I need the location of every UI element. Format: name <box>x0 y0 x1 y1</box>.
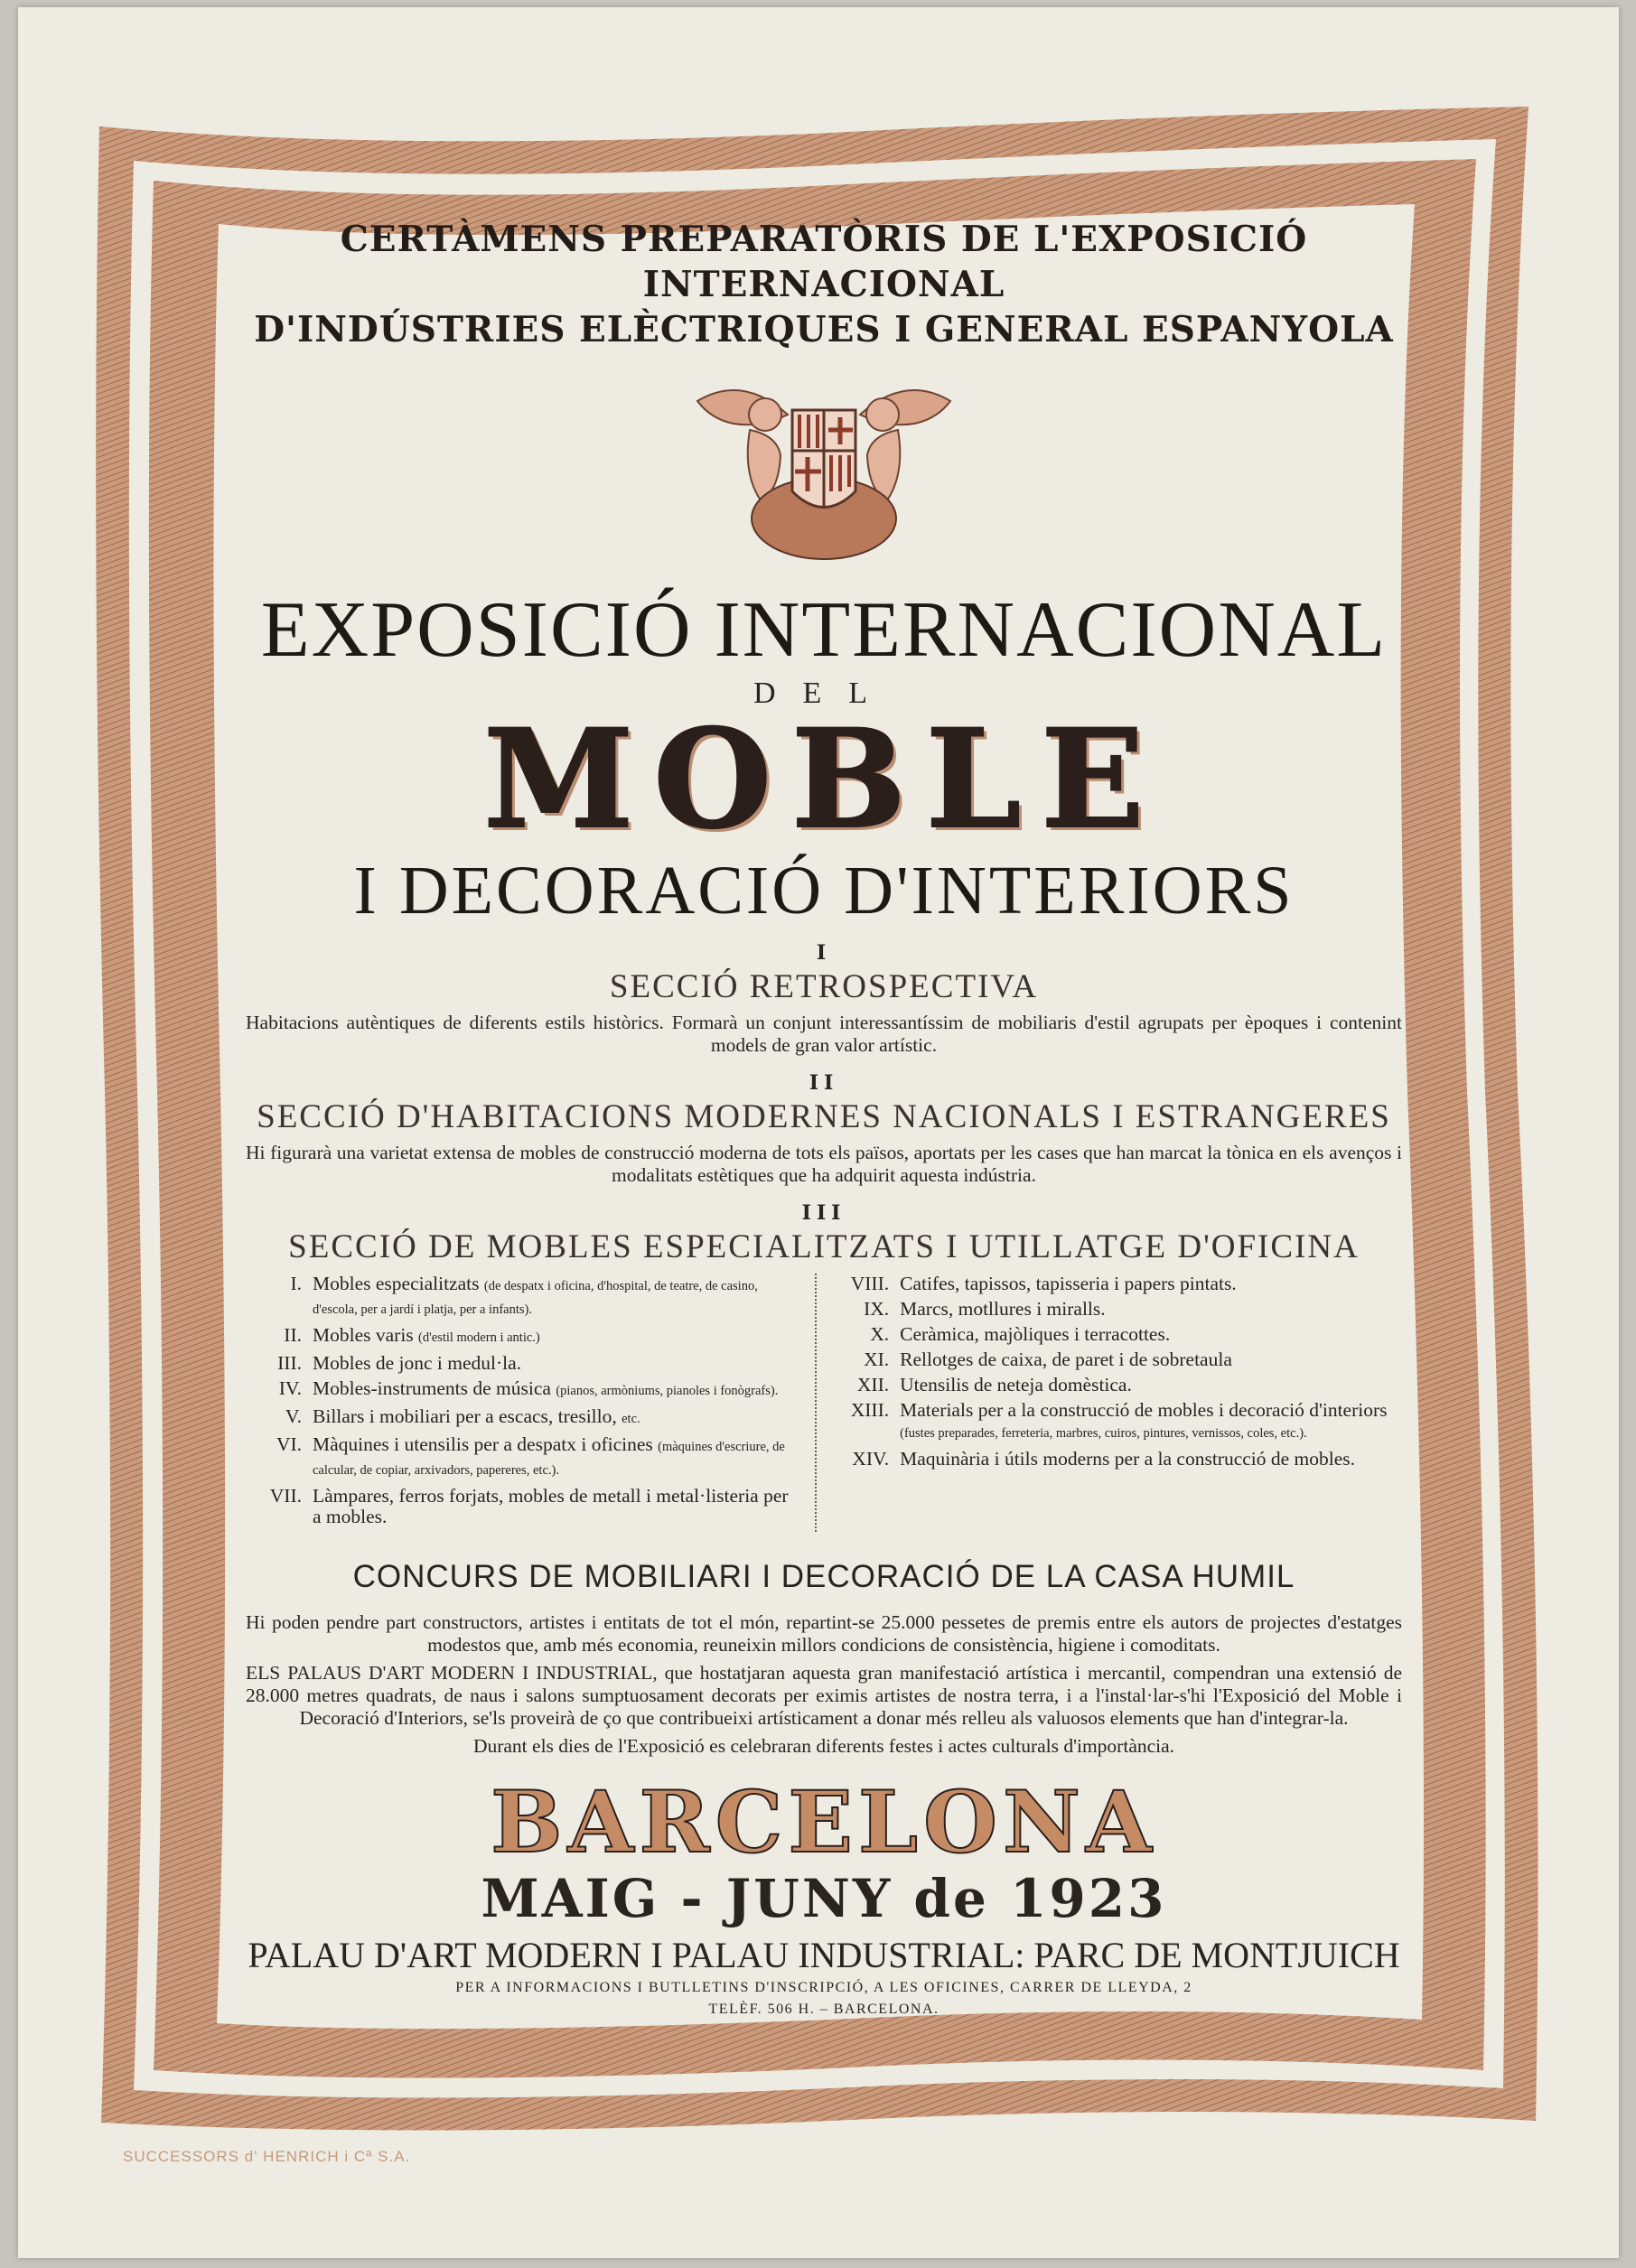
coat-of-arms-with-cherubs-icon <box>679 365 968 573</box>
concurs-text-2: ELS PALAUS D'ART MODERN I INDUSTRIAL, que hostatjaran aquesta gran manifestació artística i mercantil, compendran una extensió de 28.000 metres quadrats, de naus i salons sumptuosament decorats per eximis artistes de nostra terra, i a l'instal·lar-s'hi l'Exposició del Moble i Decoració d'Interiors, se'ls proveirà de ço que contribueixi artísticament a donar més relleu als valuosos elements que han d'integrar-la. <box>246 1662 1402 1729</box>
list-item: VI. Màquines i utensilis per a despatx i oficines (màquines d'escriure, de calcular, de copiar, arxivadors, papereres, etc.). <box>276 1433 785 1478</box>
concurs-text-3: Durant els dies de l'Exposició es celebraran diferents festes i actes culturals d'importància. <box>472 1735 1175 1757</box>
section-1-title: SECCIÓ RETROSPECTIVA <box>609 968 1039 1005</box>
exhibition-dates: MAIG - JUNY de 1923 <box>481 1868 1167 1929</box>
section-1-text: Habitacions autèntiques de diferents estils històrics. Formarà un conjunt interessantíssim de mobiliaris d'estil agrupats per èpoques i contenint models de gran valor artístic. <box>246 1012 1402 1056</box>
title-del: DEL <box>753 677 895 710</box>
section-3-right-column <box>817 1274 1402 1532</box>
section-3-left-column <box>246 1274 817 1532</box>
section-3-title: SECCIÓ DE MOBLES ESPECIALITZATS I UTILLATGE D'OFICINA <box>288 1228 1360 1265</box>
concurs-title: CONCURS DE MOBILIARI I DECORACIÓ DE LA CASA HUMIL <box>352 1559 1295 1594</box>
section-2-title: SECCIÓ D'HABITACIONS MODERNES NACIONALS I ESTRANGERES <box>257 1098 1391 1135</box>
list-item: X. Ceràmica, majòliques i terracottes. <box>870 1323 1171 1345</box>
list-item: IX. Marcs, motllures i miralls. <box>864 1298 1106 1320</box>
title-decoracio: I DECORACIÓ D'INTERIORS <box>353 853 1295 929</box>
poster-content <box>237 217 1411 2050</box>
section-3-list <box>246 1274 1402 1532</box>
header-line-1: CERTÀMENS PREPARATÒRIS DE L'EXPOSICIÓ INTERNACIONAL <box>340 219 1308 305</box>
list-item: XII. Utensilis de neteja domèstica. <box>856 1374 1132 1395</box>
list-item: VIII. Catifes, tapissos, tapisseria i papers pintats. <box>850 1273 1237 1294</box>
info-line-2: TELÈF. 506 H. – BARCELONA. <box>708 2002 940 2017</box>
section-2-text: Hi figurarà una varietat extensa de mobles de construcció moderna de tots els països, aportats per les cases que han marcat la tònica en els avenços i modalitats estètiques que ha adquirit aquesta indústria. <box>246 1142 1402 1186</box>
list-item: V. Billars i mobiliari per a escacs, tresillo, etc. <box>285 1405 640 1427</box>
list-item: I. Mobles especialitzats (de despatx i oficina, d'hospital, de teatre, de casino, d'escola, per a jardí i platja, per a infants). <box>290 1273 758 1317</box>
concurs-text-1: Hi poden pendre part constructors, artistes i entitats de tot el món, repartint-se 25.000 pessetes de premis entre els autors de projectes d'estatges modestos que, amb més economia, reuneixin millors condicions de consistència, higiene i comoditats. <box>246 1611 1402 1656</box>
list-item: IV. Mobles-instruments de música (pianos, armòniums, pianoles i fonògrafs). <box>278 1377 779 1399</box>
list-item: XI. Rellotges de caixa, de paret i de sobretaula <box>864 1349 1232 1370</box>
list-item: XIII. Materials per a la construcció de mobles i decoració d'interiors (fustes preparades, ferreteria, marbres, cuiros, pintures, vernissos, coles, etc.). <box>850 1399 1388 1441</box>
info-line-1: PER A INFORMACIONS I BUTLLETINS D'INSCRIPCIÓ, A LES OFICINES, CARRER DE LLEYDA, 2 <box>455 1980 1192 1995</box>
printer-imprint: SUCCESSORS d' HENRICH i Cª S.A. <box>123 2148 411 2165</box>
title-moble: MOBLE <box>483 700 1164 859</box>
list-item: II. Mobles varis (d'estil modern i antic.) <box>284 1324 540 1346</box>
section-2-numeral: II <box>809 1071 839 1095</box>
section-3-numeral: III <box>801 1201 846 1225</box>
list-item: VII. Làmpares, ferros forjats, mobles de metall i metal·listeria per a mobles. <box>269 1485 789 1527</box>
list-item: III. Mobles de jonc i medul·la. <box>277 1352 522 1374</box>
list-item: XIV. Maquinària i útils moderns per a la construcció de mobles. <box>852 1448 1356 1470</box>
city-title: BARCELONA <box>491 1773 1157 1872</box>
section-1-numeral: I <box>816 941 832 965</box>
title-exposicio: EXPOSICIÓ INTERNACIONAL <box>260 586 1388 674</box>
header-line-2: D'INDÚSTRIES ELÈCTRIQUES I GENERAL ESPANYOLA <box>254 309 1394 350</box>
venue-line: PALAU D'ART MODERN I PALAU INDUSTRIAL: PARC DE MONTJUICH <box>248 1935 1400 1975</box>
